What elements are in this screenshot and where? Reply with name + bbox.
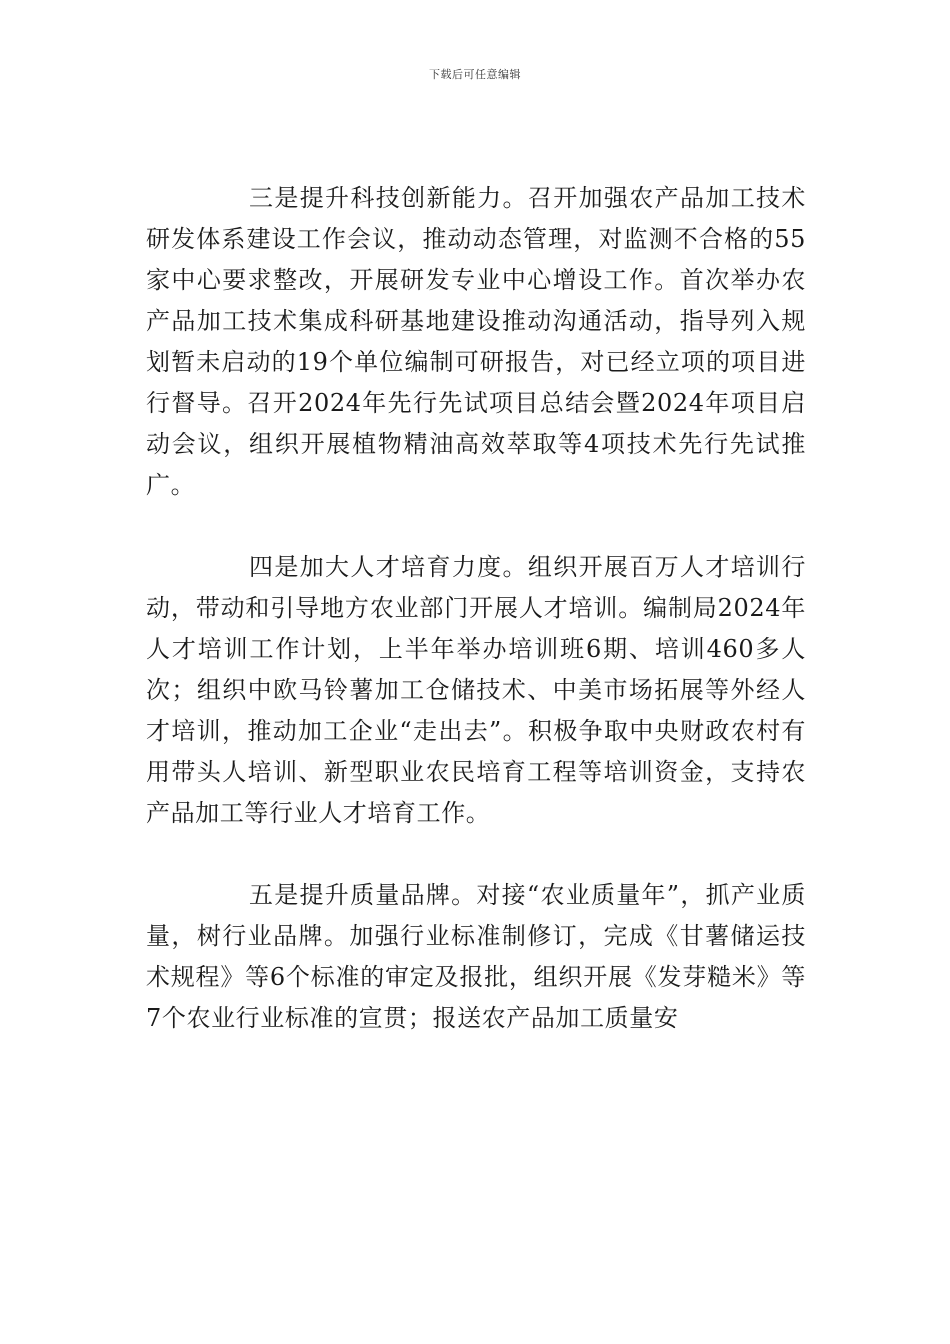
document-body bbox=[146, 178, 806, 1039]
paragraph-tech-innovation: 三是提升科技创新能力。召开加强农产品加工技术研发体系建设工作会议，推动动态管理，对监测不合格的55家中心要求整改，开展研发专业中心增设工作。首次举办农产品加工技术集成科研基地建设推动沟通活动，指导列入规划暂未启动的19个单位编制可研报告，对已经立项的项目进行督导。召开2024年先行先试项目总结会暨2024年项目启动会议，组织开展植物精油高效萃取等4项技术先行先试推广。 bbox=[146, 184, 806, 499]
paragraph-talent-cultivation: 四是加大人才培育力度。组织开展百万人才培训行动，带动和引导地方农业部门开展人才培训。编制局2024年人才培训工作计划，上半年举办培训班6期、培训460多人次；组织中欧马铃薯加工仓储技术、中美市场拓展等外经人才培训，推动加工企业“走出去”。积极争取中央财政农村有用带头人培训、新型职业农民培育工程等培训资金，支持农产品加工等行业人才培育工作。 bbox=[146, 553, 806, 827]
page-header: 下载后可任意编辑 bbox=[429, 68, 521, 81]
paragraph-quality-brand: 五是提升质量品牌。对接“农业质量年”，抓产业质量，树行业品牌。加强行业标准制修订，完成《甘薯储运技术规程》等6个标准的审定及报批，组织开展《发芽糙米》等7个农业行业标准的宣贯；报送农产品加工质量安 bbox=[146, 881, 806, 1032]
